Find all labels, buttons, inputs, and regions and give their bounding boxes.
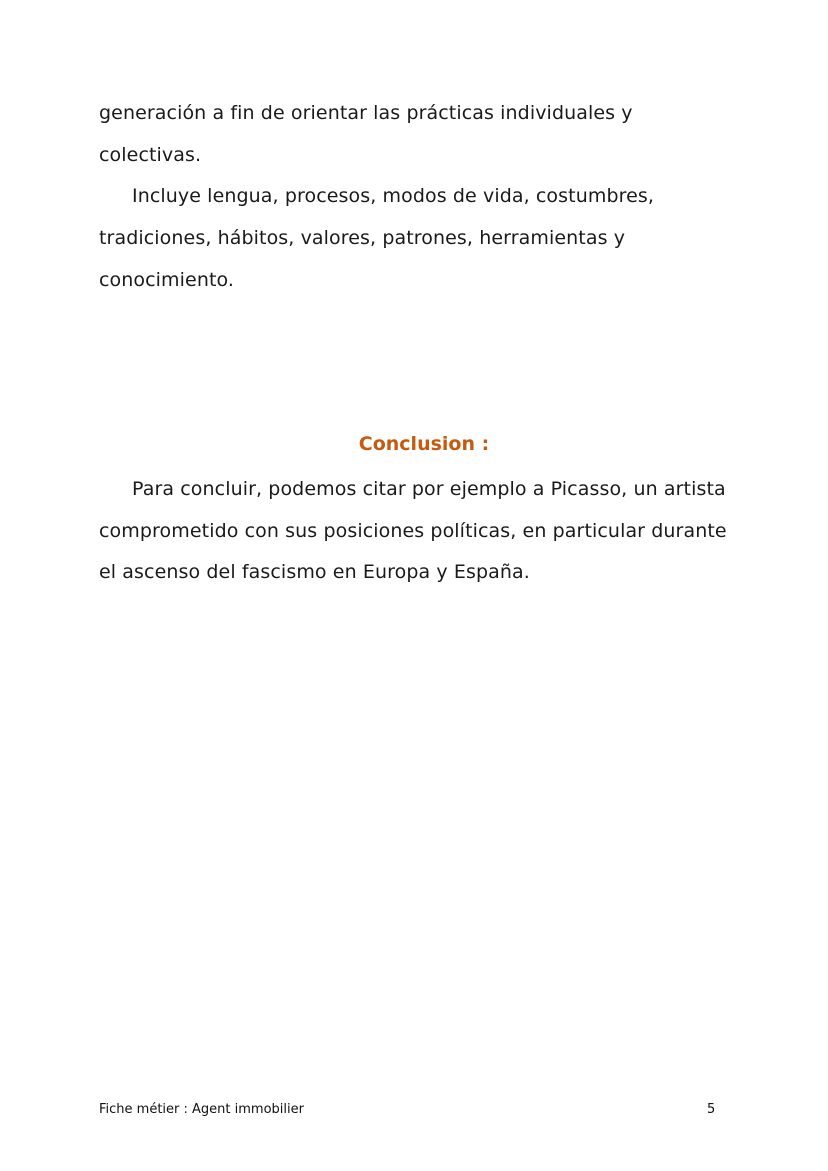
intro-paragraph-2: Incluye lengua, procesos, modos de vida, costumbres, tradiciones, hábitos, valores, patrones, herramientas y conocimiento. [99,185,655,291]
conclusion-heading: Conclusion : [358,433,490,455]
intro-paragraph-1: generación a fin de orientar las prácticas individuales y colectivas. [99,102,633,166]
conclusion-paragraph: Para concluir, podemos citar por ejemplo a Picasso, un artista comprometido con sus posiciones políticas, en particular durante el ascenso del fascismo en Europa y España. [99,478,727,584]
conclusion-section [99,469,739,594]
footer-title: Fiche métier : Agent immobilier [99,1102,304,1117]
page-number: 5 [707,1102,716,1117]
intro-section [99,93,739,302]
